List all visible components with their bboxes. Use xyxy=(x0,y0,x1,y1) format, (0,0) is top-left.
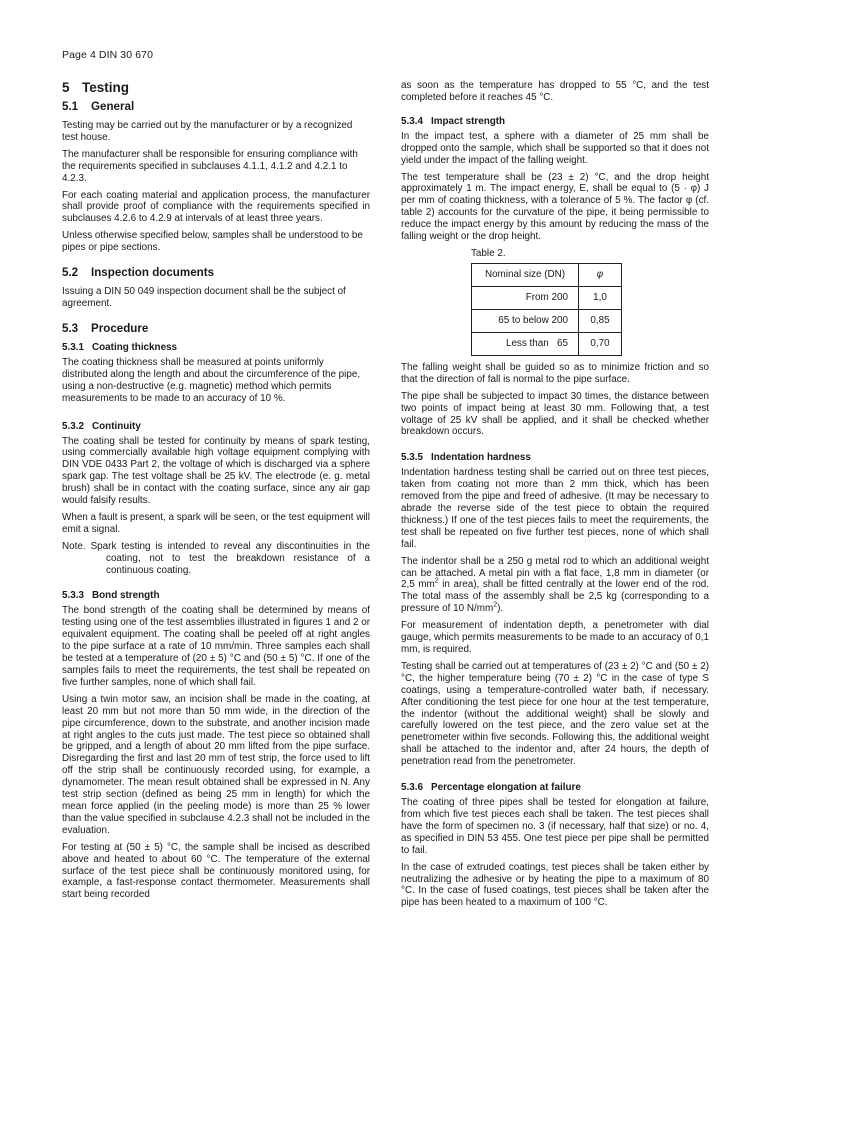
section-5-3-4-paragraph: The pipe shall be subjected to impact 30 times, the distance between two points of impact being at least 30 mm. Following that, a test voltage of 25 kV shall be applied, and it shall be checked whether breakdown occurs. xyxy=(401,390,709,438)
section-5-3-2-paragraph: When a fault is present, a spark will be seen, or the test equipment will emit a signal. xyxy=(62,511,370,535)
page-header: Page 4 DIN 30 670 xyxy=(62,49,154,61)
section-5-3-2-note: Note. Spark testing is intended to reveal any discontinuities in the coating, not to test the breakdown resistance of a continuous coating. xyxy=(62,540,370,576)
section-5-3-3-paragraph: For testing at (50 ± 5) °C, the sample shall be incised as described above and heated to about 60 °C. The temperature of the external surface of the test piece shall be continuously monitored using, for example, a fast-response contact thermometer. Measurements shall start being recorded xyxy=(62,841,370,901)
table-cell: 65 to below 200 xyxy=(472,309,579,332)
section-5-2-paragraph: Issuing a DIN 50 049 inspection document shall be the subject of agreement. xyxy=(62,286,346,309)
table-cell: 1,0 xyxy=(579,286,622,309)
section-5-3-6-paragraph: In the case of extruded coatings, test pieces shall be taken either by neutralizing the adhesive or by heating the pipe to a maximum of 80 °C. In the case of fused coatings, test pieces shall be taken after the pipe has been heated to a maximum of 100 °C. xyxy=(401,861,709,909)
section-5-1-paragraph: The manufacturer shall be responsible for ensuring compliance with the requirements specified in subclauses 4.1.1, 4.1.2 and 4.2.1 to 4.2.3. xyxy=(62,148,358,184)
section-5-1-paragraph: Unless otherwise specified below, samples shall be understood to be pipes or pipe sections. xyxy=(62,230,363,254)
section-5-3-3-paragraph: The bond strength of the coating shall be determined by means of testing using one of the test assemblies illustrated in figures 1 and 2 or equivalent equipment. The coating shall be peeled off at right angles to the pipe surface at a rate of 10 mm/min. Three samples each shall be tested at a temperature of (20 ± 5) °C and (50 ± 5) °C. If one of the samples fails to meet the requirements, the test shall be repeated on five further samples, none of which shall fail. xyxy=(62,605,370,688)
table-row xyxy=(472,332,622,355)
section-5-3-1-heading: 5.3.1 Coating thickness xyxy=(62,341,178,353)
section-5-3-4-heading: 5.3.4 Impact strength xyxy=(401,115,506,127)
section-5-3-2-heading: 5.3.2 Continuity xyxy=(62,420,141,432)
table-row xyxy=(472,309,622,332)
section-5-3-5-paragraph: Indentation hardness testing shall be carried out on three test pieces, taken from coating not more than 2 mm thick, which has been removed from the pipe and freed of adhesive. (It may be necessary to abrade the reverse side of the test piece to obtain the required thickness.) If one of the test pieces fails to meet the requirements, the test shall be repeated on five further test pieces, none of which shall fail. xyxy=(401,467,709,550)
section-5-3-1-paragraph: The coating thickness shall be measured at points uniformly distributed along the length and about the circumference of the pipe, using a non-destructive (e.g. magnetic) method which permits measurements to be made to an accuracy of 10 %. xyxy=(62,356,361,404)
section-5-3-5-paragraph: The indentor shall be a 250 g metal rod to which an additional weight can be attached. A metal pin with a flat face, 1,8 mm in diameter (or 2,5 $mm^2$ in area), shall be fitted centrally at the lower end of the rod. The total mass of the assembly shall be 2,5 kg (corresponding to a pressure of 10 $N/mm^2$). xyxy=(401,555,709,615)
table-2 xyxy=(471,263,622,356)
section-5-3-6-paragraph: The coating of three pipes shall be tested for elongation at failure, from which five test pieces each shall be taken. The test pieces shall have the form of specimen no. 3 (if necessary, half that size) or no. 4, as specified in DIN 53 455. One test piece per pipe shall be permitted to fail. xyxy=(401,797,709,856)
table-cell: Less than 65 xyxy=(472,332,579,355)
section-5-1-paragraph: For each coating material and application process, the manufacturer shall provide proof of compliance with the requirements specified in subclauses 4.2.6 to 4.2.9 at intervals of at least three years. xyxy=(62,189,370,225)
section-5-3-heading: 5.3 Procedure xyxy=(62,321,149,335)
table-2-caption: Table 2. xyxy=(471,247,506,259)
table-header-cell: Nominal size (DN) xyxy=(472,263,579,286)
table-cell: 0,85 xyxy=(579,309,622,332)
right-column xyxy=(401,80,709,914)
section-5-2-heading: 5.2 Inspection documents xyxy=(62,266,215,280)
section-5-3-4-paragraph: The falling weight shall be guided so as to minimize friction and so that the direction of fall is normal to the pipe surface. xyxy=(401,361,709,385)
section-5-3-3-paragraph-continued: as soon as the temperature has dropped to 55 °C, and the test completed before it reaches 45 °C. xyxy=(401,80,709,103)
table-row xyxy=(472,263,622,286)
section-5-3-5-paragraph: For measurement of indentation depth, a penetrometer with dial gauge, which permits measurements to be made to an accuracy of 0,1 mm, is required. xyxy=(401,620,709,655)
section-5-1-heading: 5.1 General xyxy=(62,100,135,113)
section-5-heading: 5 Testing xyxy=(62,80,129,95)
section-5-3-5-heading: 5.3.5 Indentation hardness xyxy=(401,452,531,464)
section-5-3-4-paragraph: In the impact test, a sphere with a diameter of 25 mm shall be dropped onto the sample, which shall be supported so that it does not yield under the impact of the falling weight. xyxy=(401,130,709,166)
section-5-3-3-paragraph: Using a twin motor saw, an incision shall be made in the coating, at least 20 mm but not more than 50 mm wide, in the direction of the pipe circumference, down to the substrate, and another incision made at right angles to the cuts just made. The test piece so obtained shall be gripped, and a length of about 20 mm lifted from the pipe surface. Disregarding the first and last 20 mm of test strip, the force used to lift off the strip shall be continuously recorded using, for example, a dynamometer. The mean result obtained shall be expressed in N. Any test strip section (defined as being 25 mm in length) for which the mean force applied (in the peeling mode) is more than 25 % lower than the value specified in subclause 4.2.3 shall not be included in the evaluation. xyxy=(62,693,370,836)
table-cell: From 200 xyxy=(472,286,579,309)
section-5-3-2-paragraph: The coating shall be tested for continuity by means of spark testing, using commercially available high voltage equipment complying with DIN VDE 0433 Part 2, the voltage of which is discharged via a sphere spark gap. The test voltage shall be 25 kV. The electrode (e. g. metal brush) shall be in contact with the coating surface, since any air gap would falsify results. xyxy=(62,435,370,507)
section-5-1-paragraph: Testing may be carried out by the manufacturer or by a recognized test house. xyxy=(62,120,353,143)
table-cell: 0,70 xyxy=(579,332,622,355)
section-5-3-6-heading: 5.3.6 Percentage elongation at failure xyxy=(401,782,581,794)
table-header-cell: φ xyxy=(579,263,622,286)
left-column xyxy=(62,78,370,906)
section-5-3-5-paragraph: Testing shall be carried out at temperatures of (23 ± 2) °C and (50 ± 2) °C, the higher temperature being (70 ± 2) °C in the case of type S coatings, using a temperature-controlled water bath, if necessary. After conditioning the test piece for one hour at the test temperature, the indentor (without the additional weight) shall be slowly and carefully lowered on the test piece, and the zero value set at the penetrometer within five seconds. Following this, the additional weight shall be attached to the indentor and, after 24 hours, the depth of penetration read from the penetrometer. xyxy=(401,660,709,768)
table-row xyxy=(472,286,622,309)
section-5-3-3-heading: 5.3.3 Bond strength xyxy=(62,590,160,602)
section-5-3-4-paragraph: The test temperature shall be (23 ± 2) °C, and the drop height approximately 1 m. The impact energy, E, shall be equal to (5 · φ) J per mm of coating thickness, with a tolerance of 5 %. The factor φ (cf. table 2) accounts for the curvature of the pipe, it being permissible to reduce the impact energy by this amount by reducing the mass of the falling weight or the drop height. xyxy=(401,171,709,243)
